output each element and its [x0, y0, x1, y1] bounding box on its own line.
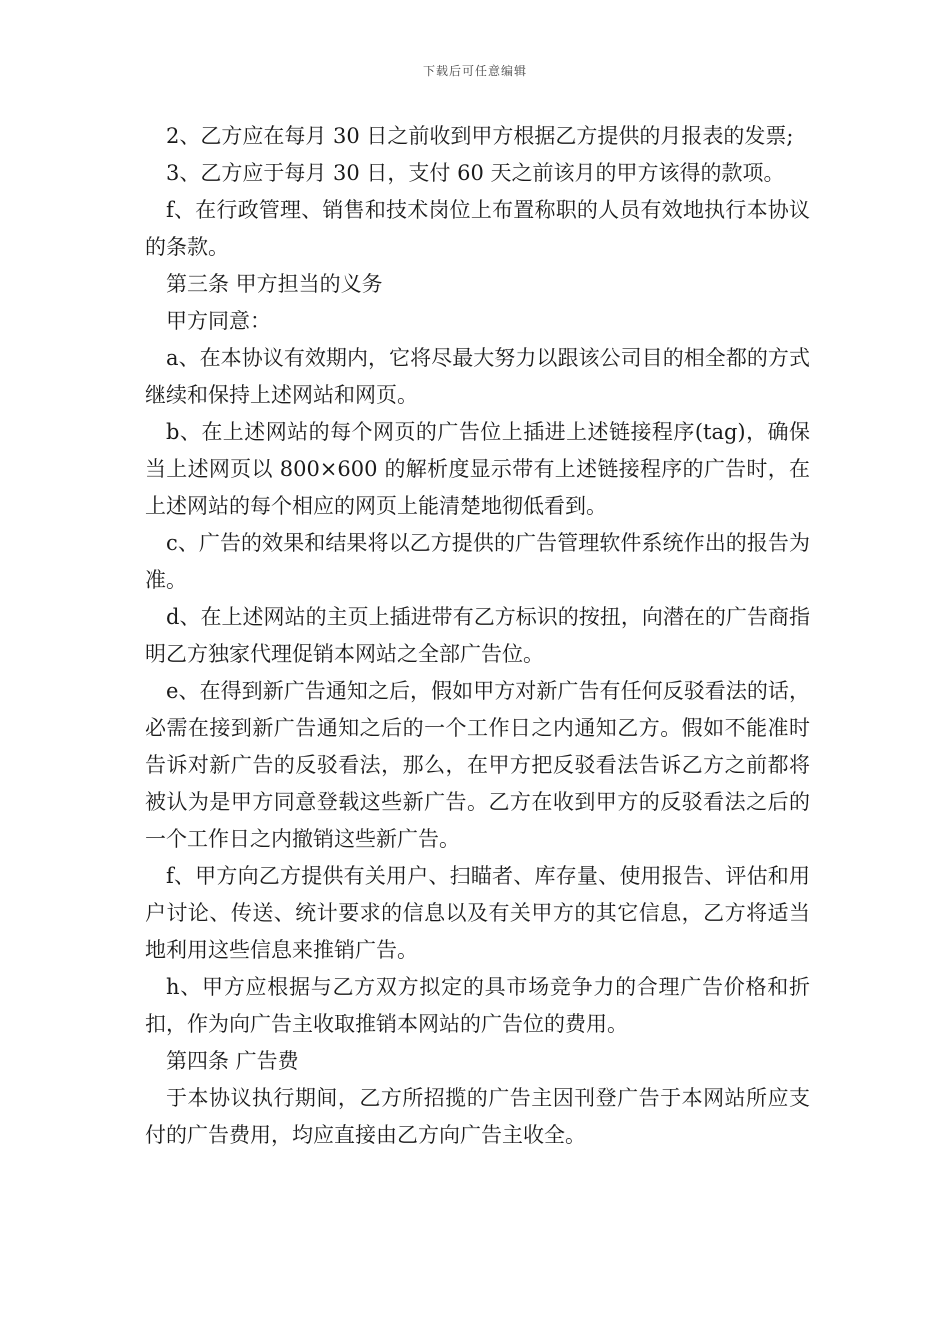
paragraph-clause-c: c、广告的效果和结果将以乙方提供的广告管理软件系统作出的报告为准。: [145, 531, 810, 592]
section-heading-article-3: 第三条 甲方担当的义务: [166, 272, 383, 296]
page-header: 下载后可任意编辑: [422, 64, 527, 78]
paragraph-clause-f: f、甲方向乙方提供有关用户、扫瞄者、库存量、使用报告、评估和用户讨论、传送、统计要求的信息以及有关甲方的其它信息，乙方将适当地利用这些信息来推销广告。: [145, 864, 810, 962]
paragraph-clause-d: d、在上述网站的主页上插进带有乙方标识的按扭，向潜在的广告商指明乙方独家代理促销本网站之全部广告位。: [145, 605, 810, 666]
paragraph-staffing: f、在行政管理、销售和技术岗位上布置称职的人员有效地执行本协议的条款。: [145, 198, 810, 259]
paragraph-clause-h: h、甲方应根据与乙方双方拟定的具市场竞争力的合理广告价格和折扣，作为向广告主收取推销本网站的广告位的费用。: [145, 975, 810, 1036]
paragraph-advertising-fee: 于本协议执行期间，乙方所招揽的广告主因刊登广告于本网站所应支付的广告费用，均应直接由乙方向广告主收全。: [145, 1086, 810, 1147]
section-heading-article-4: 第四条 广告费: [166, 1049, 299, 1073]
paragraph-clause-b: b、在上述网站的每个网页的广告位上插进上述链接程序(tag)，确保当上述网页以 800×600 的解析度显示带有上述链接程序的广告时，在上述网站的每个相应的网页上能清楚地彻低看到。: [145, 420, 810, 518]
paragraph-invoice-receipt: 2、乙方应在每月 30 日之前收到甲方根据乙方提供的月报表的发票;: [166, 124, 794, 148]
paragraph-clause-a: a、在本协议有效期内，它将尽最大努力以跟该公司目的相全都的方式继续和保持上述网站和网页。: [145, 346, 810, 407]
document-body: [145, 118, 810, 1154]
paragraph-clause-e: e、在得到新广告通知之后，假如甲方对新广告有任何反驳看法的话，必需在接到新广告通知之后的一个工作日之内通知乙方。假如不能准时告诉对新广告的反驳看法，那么，在甲方把反驳看法告诉乙方之前都将被认为是甲方同意登载这些新广告。乙方在收到甲方的反驳看法之后的一个工作日之内撤销这些新广告。: [145, 679, 810, 851]
paragraph-party-a-agrees: 甲方同意：: [166, 309, 271, 333]
paragraph-payment-terms: 3、乙方应于每月 30 日，支付 60 天之前该月的甲方该得的款项。: [166, 161, 785, 185]
